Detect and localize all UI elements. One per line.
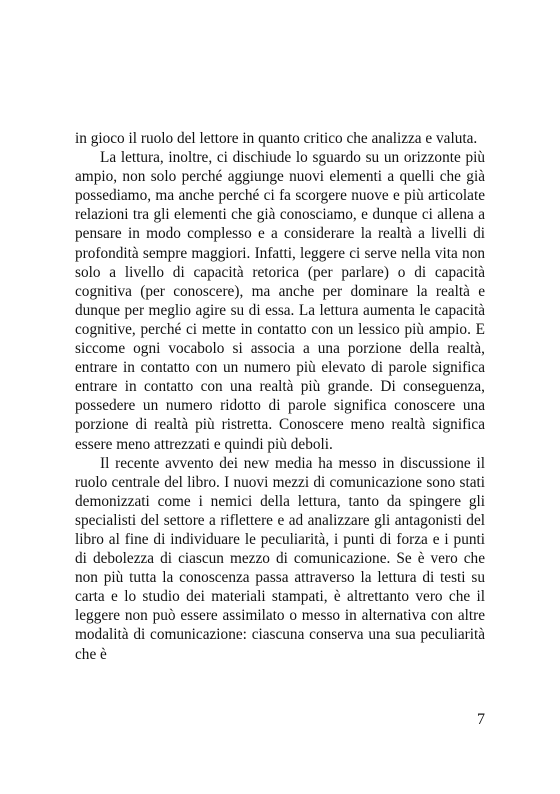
body-text bbox=[75, 129, 485, 664]
page-number: 7 bbox=[477, 711, 485, 728]
paragraph-continuation: in gioco il ruolo del lettore in quanto critico che analizza e valuta. bbox=[75, 130, 478, 147]
paragraph-new-media: Il recente avvento dei new media ha messo in discussione il ruolo centrale del libro. I nuovi mezzi di comunicazione sono stati demonizzati come i nemici della lettura, tanto da spingere gli specialisti del settore a riflettere e ad analizzare gli antagonisti del libro al fine di individuare le peculiarità, i punti di forza e i punti di debolezza di ciascun mezzo di comunicazione. Se è vero che non più tutta la conoscenza passa attraverso la lettura di testi su carta e lo studio dei materiali stampati, è altrettanto vero che il leggere non può essere assimilato o messo in alternativa con altre modalità di comunicazione: ciascuna conserva una sua peculiarità che è bbox=[75, 454, 485, 663]
paragraph-reading-horizon: La lettura, inoltre, ci dischiude lo sguardo su un orizzonte più ampio, non solo perché aggiunge nuovi elementi a quelli che già possediamo, ma anche perché ci fa scorgere nuove e più articolate relazioni tra gli elementi che già conosciamo, e dunque ci allena a pensare in modo complesso e a considerare la realtà a livelli di profondità sempre maggiori. Infatti, leggere ci serve nella vita non solo a livello di capacità retorica (per parlare) o di capacità cognitiva (per conoscere), ma anche per dominare la realtà e dunque per meglio agire su di essa. La lettura aumenta le capacità cognitive, perché ci mette in contatto con un lessico più ampio. E siccome ogni vocabolo si associa a una porzione della realtà, entrare in contatto con un numero più elevato di parole significa entrare in contatto con una realtà più grande. Di conseguenza, possedere un numero ridotto di parole significa conoscere una porzione di realtà più ristretta. Conoscere meno realtà significa essere meno attrezzati e quindi più deboli. bbox=[75, 149, 485, 453]
